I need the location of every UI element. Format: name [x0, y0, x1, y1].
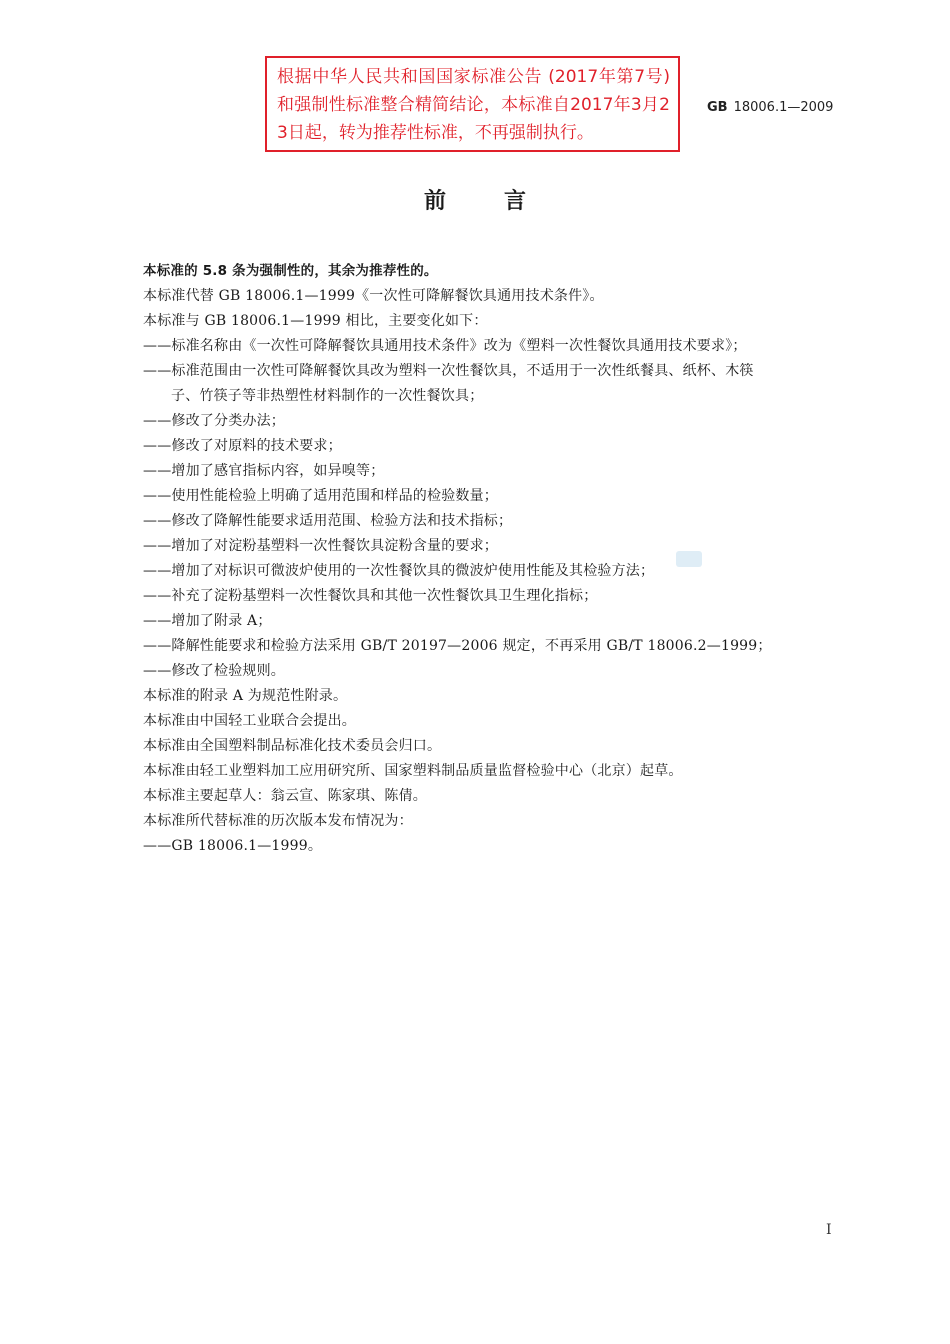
paragraph-annex: 本标准的附录 A 为规范性附录。: [143, 688, 348, 704]
change-item: ——使用性能检验上明确了适用范围和样品的检验数量；: [143, 488, 498, 504]
standard-code-prefix: GB: [707, 100, 728, 115]
standard-code-number: 18006.1—2009: [733, 100, 834, 115]
change-item: ——修改了检验规则。: [143, 663, 285, 679]
standard-code: [707, 100, 833, 115]
change-item: ——增加了对淀粉基塑料一次性餐饮具淀粉含量的要求；: [143, 538, 498, 554]
change-item: ——补充了淀粉基塑料一次性餐饮具和其他一次性餐饮具卫生理化指标；: [143, 588, 598, 604]
foreword-body: [143, 261, 823, 861]
change-item: ——修改了降解性能要求适用范围、检验方法和技术指标；: [143, 513, 513, 529]
change-item: ——增加了对标识可微波炉使用的一次性餐饮具的微波炉使用性能及其检验方法；: [143, 563, 655, 579]
paragraph-drafting-org: 本标准由轻工业塑料加工应用研究所、国家塑料制品质量监督检验中心（北京）起草。: [143, 763, 683, 779]
paragraph-replaces: 本标准代替 GB 18006.1—1999《一次性可降解餐饮具通用技术条件》。: [143, 288, 604, 304]
page-title: 前言: [423, 189, 584, 214]
paragraph-proposer: 本标准由中国轻工业联合会提出。: [143, 713, 356, 729]
paragraph-changes-intro: 本标准与 GB 18006.1—1999 相比，主要变化如下：: [143, 313, 488, 329]
change-item: ——修改了对原料的技术要求；: [143, 438, 342, 454]
history-item: ——GB 18006.1—1999。: [143, 838, 323, 854]
change-item: ——标准名称由《一次性可降解餐饮具通用技术条件》改为《塑料一次性餐饮具通用技术要求》；: [143, 338, 747, 354]
watermark-mark: [676, 551, 702, 567]
change-item: ——标准范围由一次性可降解餐饮具改为塑料一次性餐饮具，不适用于一次性纸餐具、纸杯、木筷: [143, 363, 754, 379]
paragraph-mandatory-clause: 本标准的 5.8 条为强制性的，其余为推荐性的。: [143, 263, 438, 279]
paragraph-committee: 本标准由全国塑料制品标准化技术委员会归口。: [143, 738, 442, 754]
deprecation-notice-box: [265, 56, 680, 152]
change-item: ——增加了感官指标内容，如异嗅等；: [143, 463, 385, 479]
page-number: I: [826, 1222, 832, 1238]
change-item-continuation: 子、竹筷子等非热塑性材料制作的一次性餐饮具；: [171, 388, 484, 404]
paragraph-drafters: 本标准主要起草人：翁云宣、陈家琪、陈倩。: [143, 788, 427, 804]
change-item: ——增加了附录 A；: [143, 613, 272, 629]
change-item: ——修改了分类办法；: [143, 413, 285, 429]
change-item: ——降解性能要求和检验方法采用 GB/T 20197—2006 规定，不再采用 GB/T 18006.2—1999；: [143, 638, 772, 654]
paragraph-history-intro: 本标准所代替标准的历次版本发布情况为：: [143, 813, 413, 829]
deprecation-notice-text: 根据中华人民共和国国家标准公告 (2017年第7号) 和强制性标准整合精简结论，本标准自2017年3月23日起，转为推荐性标准，不再强制执行。: [277, 67, 670, 143]
